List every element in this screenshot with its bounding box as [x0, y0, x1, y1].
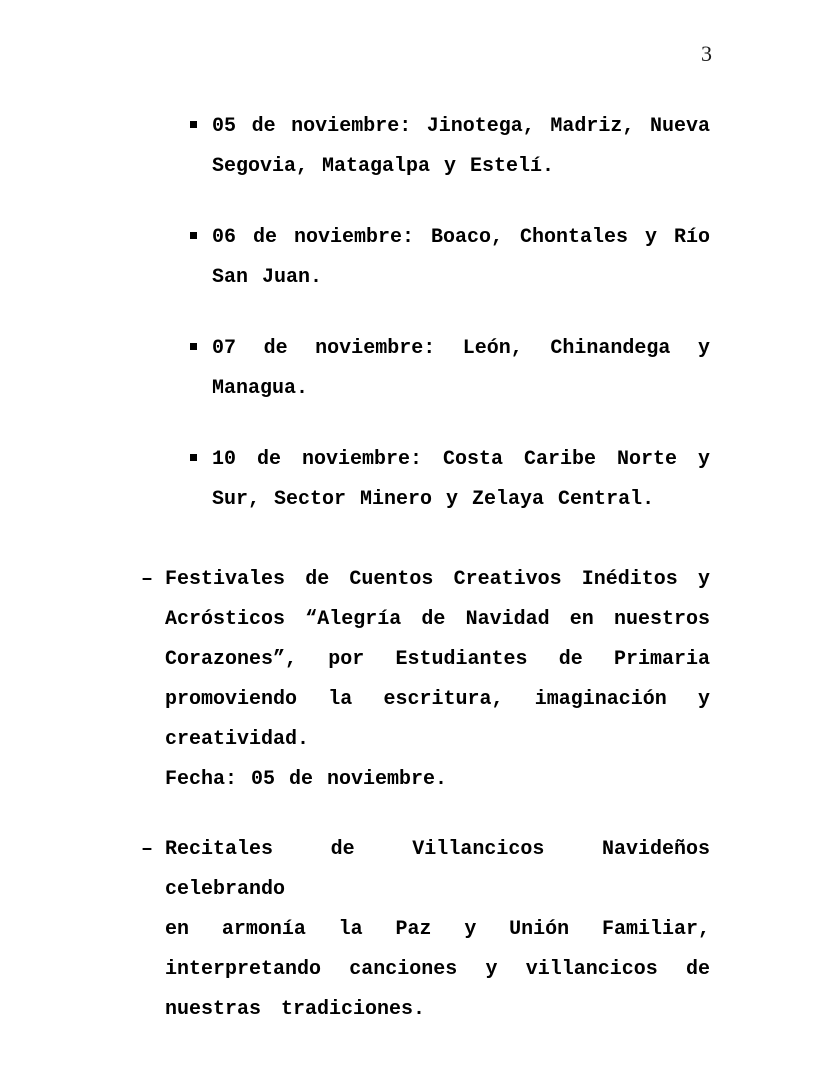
text-line: 06 de noviembre: Boaco, Chontales y Río — [212, 226, 710, 249]
text-line: nuestras tradiciones. — [165, 998, 426, 1021]
bullet-square-marker-icon — [190, 121, 197, 128]
text-line: San Juan. — [212, 266, 323, 289]
text-line: Segovia, Matagalpa y Estelí. — [212, 155, 555, 178]
dash-list — [0, 560, 825, 1030]
text-line: en armonía la Paz y Unión Familiar, — [165, 918, 710, 941]
bullet-square-marker-icon — [190, 454, 197, 461]
text-line: 07 de noviembre: León, Chinandega y — [212, 337, 710, 360]
text-line: Festivales de Cuentos Creativos Inéditos y — [165, 568, 710, 591]
bullet-item — [212, 107, 710, 187]
bullet-square-marker-icon — [190, 232, 197, 239]
page-number: 3 — [701, 41, 712, 66]
text-line: interpretando canciones y villancicos de — [165, 958, 710, 981]
text-line: Acrósticos “Alegría de Navidad en nuestros — [165, 608, 710, 631]
dash-item — [141, 560, 710, 800]
bullet-square-marker-icon — [190, 343, 197, 350]
dash-marker-icon: – — [141, 838, 154, 861]
text-line: Sur, Sector Minero y Zelaya Central. — [212, 488, 655, 511]
text-line: 10 de noviembre: Costa Caribe Norte y — [212, 448, 710, 471]
dash-marker-icon: – — [141, 568, 154, 591]
bullet-item — [212, 329, 710, 409]
text-line: creatividad. — [165, 728, 310, 751]
bullet-item — [212, 218, 710, 298]
text-line: Corazones”, por Estudiantes de Primaria — [165, 648, 710, 671]
bullet-list — [0, 107, 825, 520]
bullet-item — [212, 440, 710, 520]
dash-item — [141, 830, 710, 1030]
text-line: Fecha: 05 de noviembre. — [165, 768, 448, 791]
text-line: promoviendo la escritura, imaginación y — [165, 688, 710, 711]
text-line: Managua. — [212, 377, 309, 400]
text-line: Recitales de Villancicos Navideños celebrando — [165, 838, 710, 901]
text-line: 05 de noviembre: Jinotega, Madriz, Nueva — [212, 115, 710, 138]
